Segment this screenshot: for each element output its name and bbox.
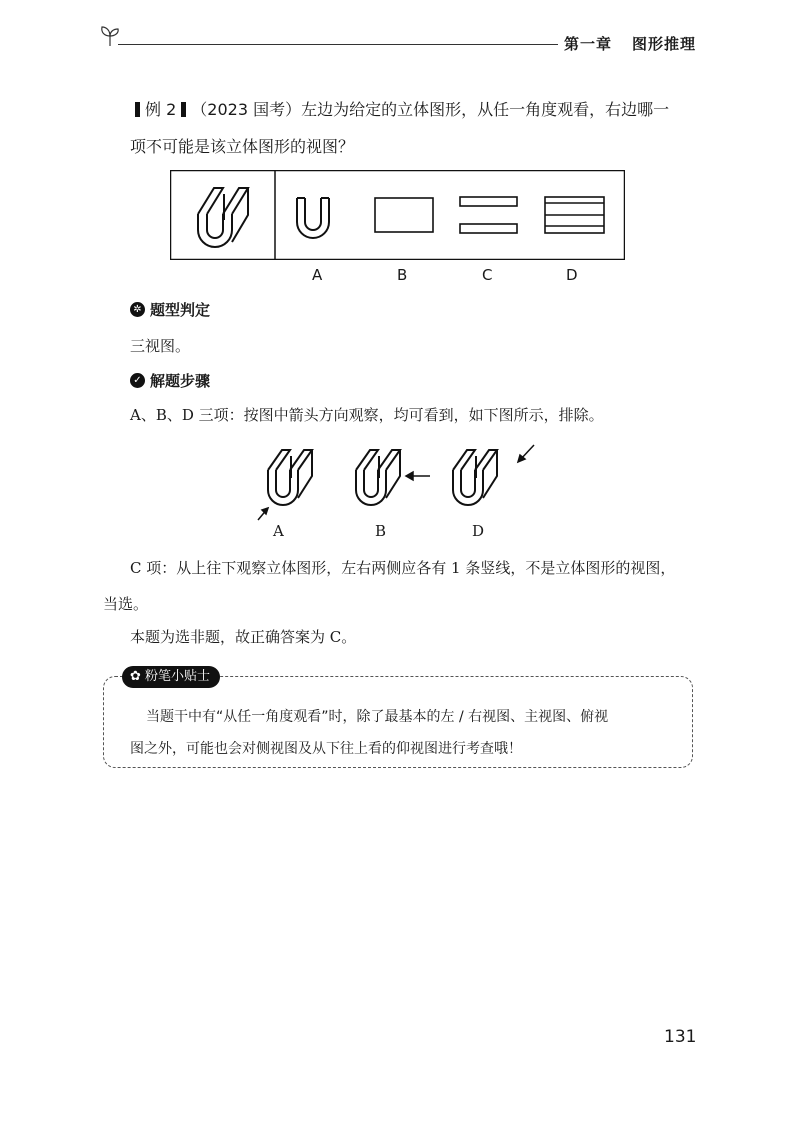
conclusion-text: 本题为选非题，故正确答案为 C。 — [130, 628, 357, 646]
question-text-2: 项不可能是该立体图形的视图？ — [130, 137, 355, 156]
arrow-a-icon — [258, 508, 268, 520]
steps-heading-text: 解题步骤 — [150, 372, 211, 390]
question-label: 例 2 — [145, 100, 177, 119]
u-solid-figure — [198, 188, 248, 247]
solid-view-b — [356, 450, 400, 505]
question-text-1: 左边为给定的立体图形，从任一角度观看，右边哪一 — [301, 100, 670, 119]
chapter-number: 第一章 — [564, 35, 613, 53]
figure-label-d: D — [472, 522, 485, 540]
option-label-a: A — [312, 266, 323, 284]
step-1-text: A、B、D 三项：按图中箭头方向观察，均可看到，如下图所示，排除。 — [130, 406, 604, 424]
option-a-u-view — [297, 198, 329, 238]
steps-figure — [248, 440, 538, 550]
arrow-d-icon — [518, 445, 534, 462]
type-heading-text: 题型判定 — [150, 301, 211, 319]
gear-icon: ✲ — [130, 302, 145, 317]
solid-view-a — [268, 450, 312, 505]
tip-text-1: 当题干中有“从任一角度观看”时，除了最基本的左 / 右视图、主视图、俯视 — [146, 709, 609, 725]
option-label-b: B — [397, 266, 408, 284]
option-d-stacked-view — [545, 197, 604, 233]
question-source: （2023 国考） — [191, 100, 302, 119]
arrow-b-icon — [406, 472, 430, 480]
steps-section-heading — [130, 370, 210, 391]
question-figure — [170, 170, 625, 260]
tip-title — [122, 666, 220, 688]
option-label-d: D — [566, 266, 578, 284]
label-bar-left — [135, 102, 140, 117]
header-rule — [118, 44, 550, 45]
type-section-heading — [130, 299, 210, 320]
chapter-header — [564, 33, 696, 54]
chapter-title: 图形推理 — [632, 35, 697, 53]
question-line-1 — [130, 97, 669, 120]
option-label-c: C — [482, 266, 493, 284]
page-number: 131 — [664, 1027, 697, 1047]
label-bar-right — [181, 102, 186, 117]
solid-view-d — [453, 450, 497, 505]
figure-label-a: A — [273, 522, 284, 540]
option-b-rectangle-view — [375, 198, 433, 232]
tip-sprout-icon: ✿ — [130, 669, 141, 684]
step-2-text-2: 当选。 — [103, 595, 149, 613]
tip-title-text: 粉笔小贴士 — [145, 669, 211, 684]
step-2-text-1: C 项：从上往下观察立体图形，左右两侧应各有 1 条竖线，不是立体图形的视图， — [130, 559, 676, 577]
type-body: 三视图。 — [130, 337, 191, 355]
steps-icon: ✓ — [130, 373, 145, 388]
figure-label-b: B — [375, 522, 387, 540]
option-c-two-bars-view — [460, 197, 517, 233]
header-rule-dash — [546, 44, 558, 45]
tip-text-2: 图之外，可能也会对侧视图及从下往上看的仰视图进行考查哦！ — [130, 741, 522, 757]
